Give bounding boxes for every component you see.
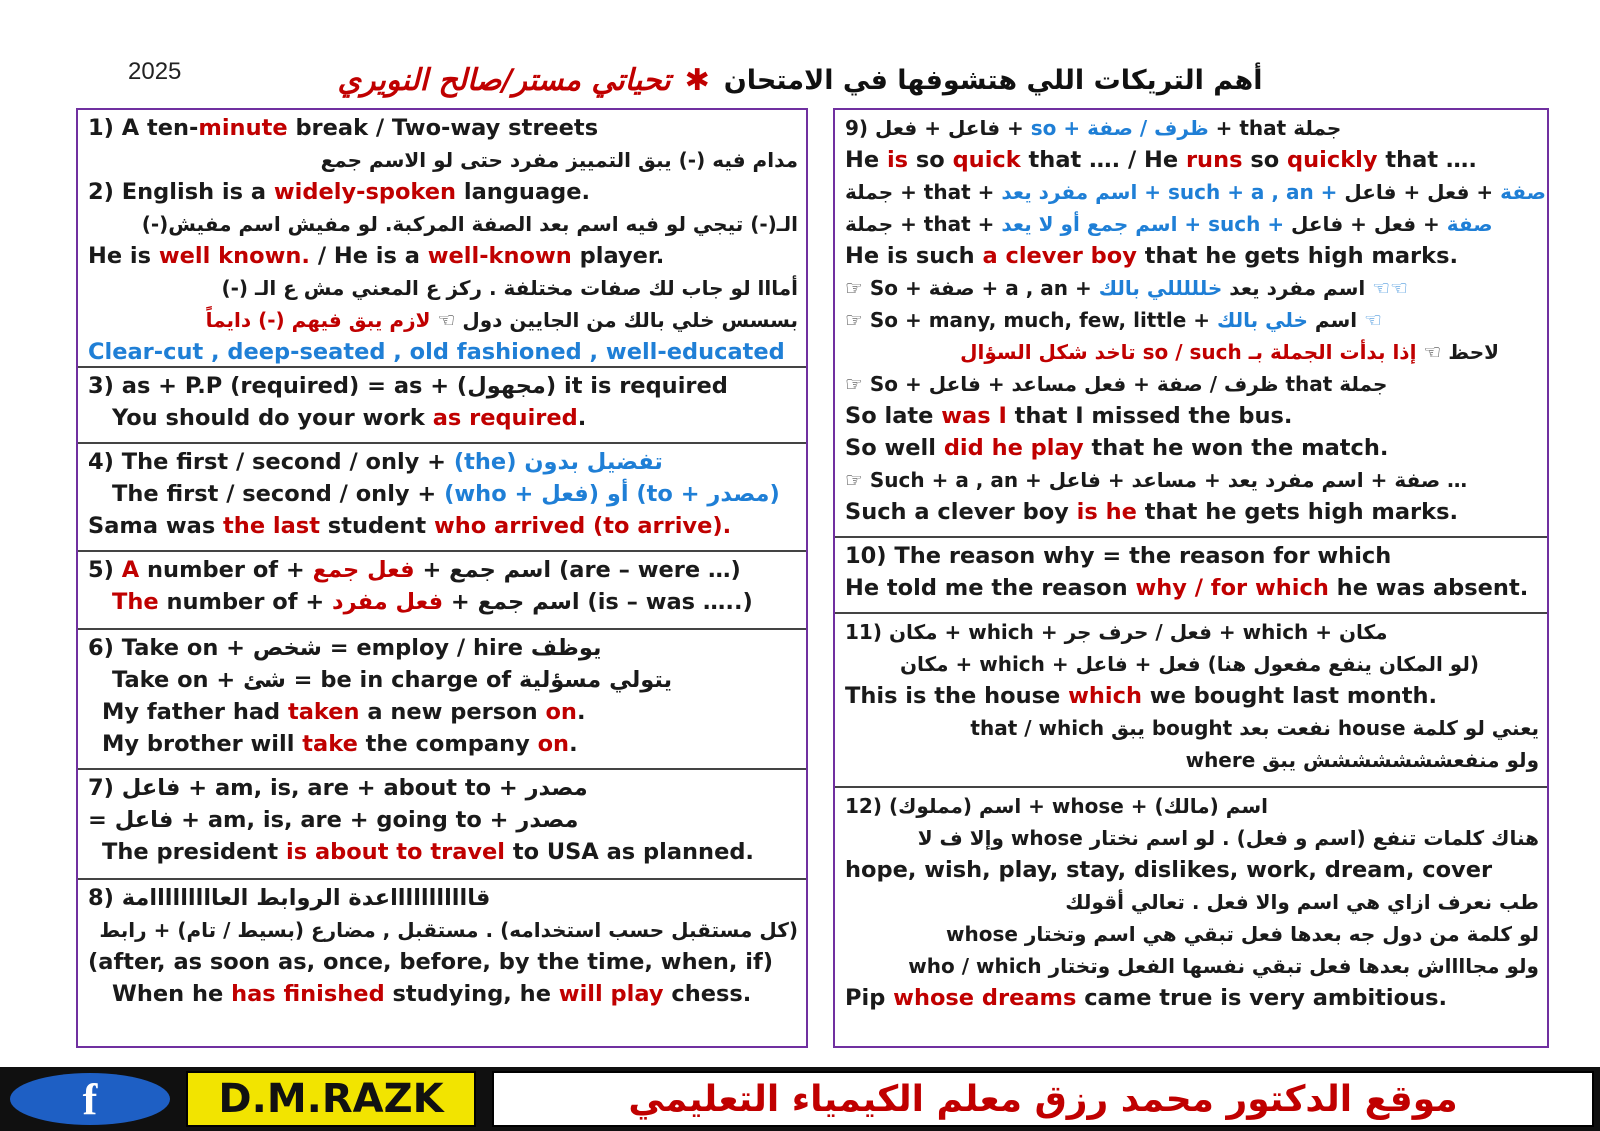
line: The first / second / only + (who + فعل) أو (to + مصدر) <box>112 481 780 507</box>
line: He told me the reason why / for which he was absent. <box>845 575 1529 601</box>
line: So well did he play that he won the match. <box>845 435 1389 461</box>
year-label: 2025 <box>128 58 182 85</box>
line: لاحظ ☜ إذا بدأت الجملة بـ so / such تاخد شكل السؤال <box>960 340 1499 364</box>
line: When he has finished studying, he will play chess. <box>112 981 752 1007</box>
line: ☞ So + ظرف / صفة + فعل مساعد + فاعل that جملة <box>845 372 1388 396</box>
line: (كل مستقبل حسب استخدامه) . مستقبل , مضارع (بسيط / تام) + رابط <box>99 918 798 942</box>
line: This is the house which we bought last month. <box>845 683 1438 709</box>
brand-logo: D.M.RAZK <box>186 1071 476 1127</box>
line: ☞ Such + a , an + صفة + اسم مفرد يعد + مساعد + فاعل … <box>845 468 1468 492</box>
line: أماا‌ا لو جاب لك صفات مختلفة . ركز ع المعني مش ع الـ (-) <box>221 276 798 300</box>
line: 8) قاااااااااااعدة الروابط العااااااااامة <box>88 885 491 911</box>
line: My father had taken a new person on. <box>102 699 586 725</box>
line: You should do your work as required. <box>112 405 587 431</box>
line: 9) فاعل + فعل + so + ظرف / صفة + that جملة <box>845 116 1342 140</box>
rule-5 <box>78 552 806 630</box>
rule-1-2 <box>78 110 806 368</box>
site-title: موقع الدكتور محمد رزق معلم الكيمياء التعليمي <box>492 1071 1594 1127</box>
line: Take on + شئ = be in charge of يتولي مسؤلية <box>112 667 673 693</box>
line: Such a clever boy is he that he gets high marks. <box>845 499 1459 525</box>
line: Sama was the last student who arrived (to arrive). <box>88 513 732 539</box>
line: So late was I that I missed the bus. <box>845 403 1293 429</box>
left-column <box>76 108 808 1048</box>
line: The number of + اسم جمع + فعل مفرد (is – was …..) <box>112 589 753 615</box>
rule-10 <box>835 538 1547 614</box>
line: Pip whose dreams came true is very ambitious. <box>845 985 1448 1011</box>
line: The president is about to travel to USA as planned. <box>102 839 754 865</box>
line: He is well known. / He is a well-known player. <box>88 243 665 269</box>
line: 12) اسم (مملوك) + whose + اسم (مالك) <box>845 794 1268 818</box>
line: 1) A ten-minute break / Two-way streets <box>88 115 599 141</box>
star-icon: ✱ <box>684 62 710 98</box>
line: = فاعل + am, is, are + going to + مصدر <box>88 807 579 833</box>
line: ولو مجااااش بعدها فعل تبقي نفسها الفعل وتختار who / which <box>908 954 1539 978</box>
line: يعني لو كلمة house نفعت بعد bought يبق that / which <box>970 716 1539 740</box>
line: بسسس خلي بالك من الجايين دول ☜ لازم يبق فيهم (-) دايماً <box>205 308 798 332</box>
line: 2) English is a widely-spoken language. <box>88 179 591 205</box>
line: 6) Take on + شخص = employ / hire يوظف <box>88 635 602 661</box>
footer-banner <box>0 1067 1600 1131</box>
line: جملة + that + اسم جمع أو لا يعد + such + صفة + فعل + فاعل <box>845 212 1493 236</box>
header-title: أهم التريكات اللي هتشوفها في الامتحان <box>723 64 1263 96</box>
line: طب نعرف ازاي هي اسم والا فعل . تعالي أقولك <box>1065 890 1539 914</box>
line: Clear-cut , deep-seated , old fashioned , well-educated <box>88 339 785 365</box>
line: 7) فاعل + am, is, are + about to + مصدر <box>88 775 588 801</box>
line: 5) A number of + اسم جمع + فعل جمع (are – were …) <box>88 557 741 583</box>
rule-11 <box>835 614 1547 788</box>
line: مدام فيه (-) يبق التمييز مفرد حتى لو الاسم جمع <box>320 148 798 172</box>
line: الـ(-) تيجي لو فيه اسم بعد الصفة المركبة. لو مفيش اسم مفيش(-) <box>141 212 798 236</box>
right-column <box>833 108 1549 1048</box>
rule-6 <box>78 630 806 770</box>
line: 4) The first / second / only + (the) تفضيل بدون <box>88 449 663 475</box>
line: (after, as soon as, once, before, by the time, when, if) <box>88 949 774 975</box>
page-header <box>280 58 1320 102</box>
line: 10) The reason why = the reason for which <box>845 543 1392 569</box>
line: جملة + that + اسم مفرد يعد + such + a , an + صفة + فعل + فاعل <box>845 180 1546 204</box>
line: ولو منفعششششششش يبق where <box>1185 748 1539 772</box>
line: hope, wish, play, stay, dislikes, work, dream, cover <box>845 857 1493 883</box>
rule-8 <box>78 880 806 1046</box>
line: 11) مكان + which + فعل / حرف جر + which + مكان <box>845 620 1388 644</box>
line: هناك كلمات تنفع (اسم و فعل) . لو اسم نختار whose وإلا ف لا <box>917 826 1539 850</box>
line: He is such a clever boy that he gets high marks. <box>845 243 1459 269</box>
rule-12 <box>835 788 1547 1046</box>
line: My brother will take the company on. <box>102 731 578 757</box>
rule-7 <box>78 770 806 880</box>
line: (لو المكان ينفع مفعول هنا) فعل + فاعل + which + مكان <box>899 652 1479 676</box>
rule-3 <box>78 368 806 444</box>
rule-4 <box>78 444 806 552</box>
line: ☞ So + صفة + a , an + اسم مفرد يعد خلللللي بالك ☜☜ <box>845 276 1409 300</box>
header-greeting: تحياتي مستر/صالح النويري <box>337 62 671 98</box>
line: He is so quick that …. / He runs so quickly that …. <box>845 147 1477 173</box>
line: لو كلمة من دول جه بعدها فعل تبقي هي اسم وتختار whose <box>945 922 1539 946</box>
line: ☞ So + many, much, few, little + اسم خلي بالك ☜ <box>845 308 1383 332</box>
line: 3) as + P.P (required) = as + (مجهول) it is required <box>88 373 728 399</box>
facebook-icon[interactable]: f <box>10 1073 170 1125</box>
rule-9 <box>835 110 1547 538</box>
